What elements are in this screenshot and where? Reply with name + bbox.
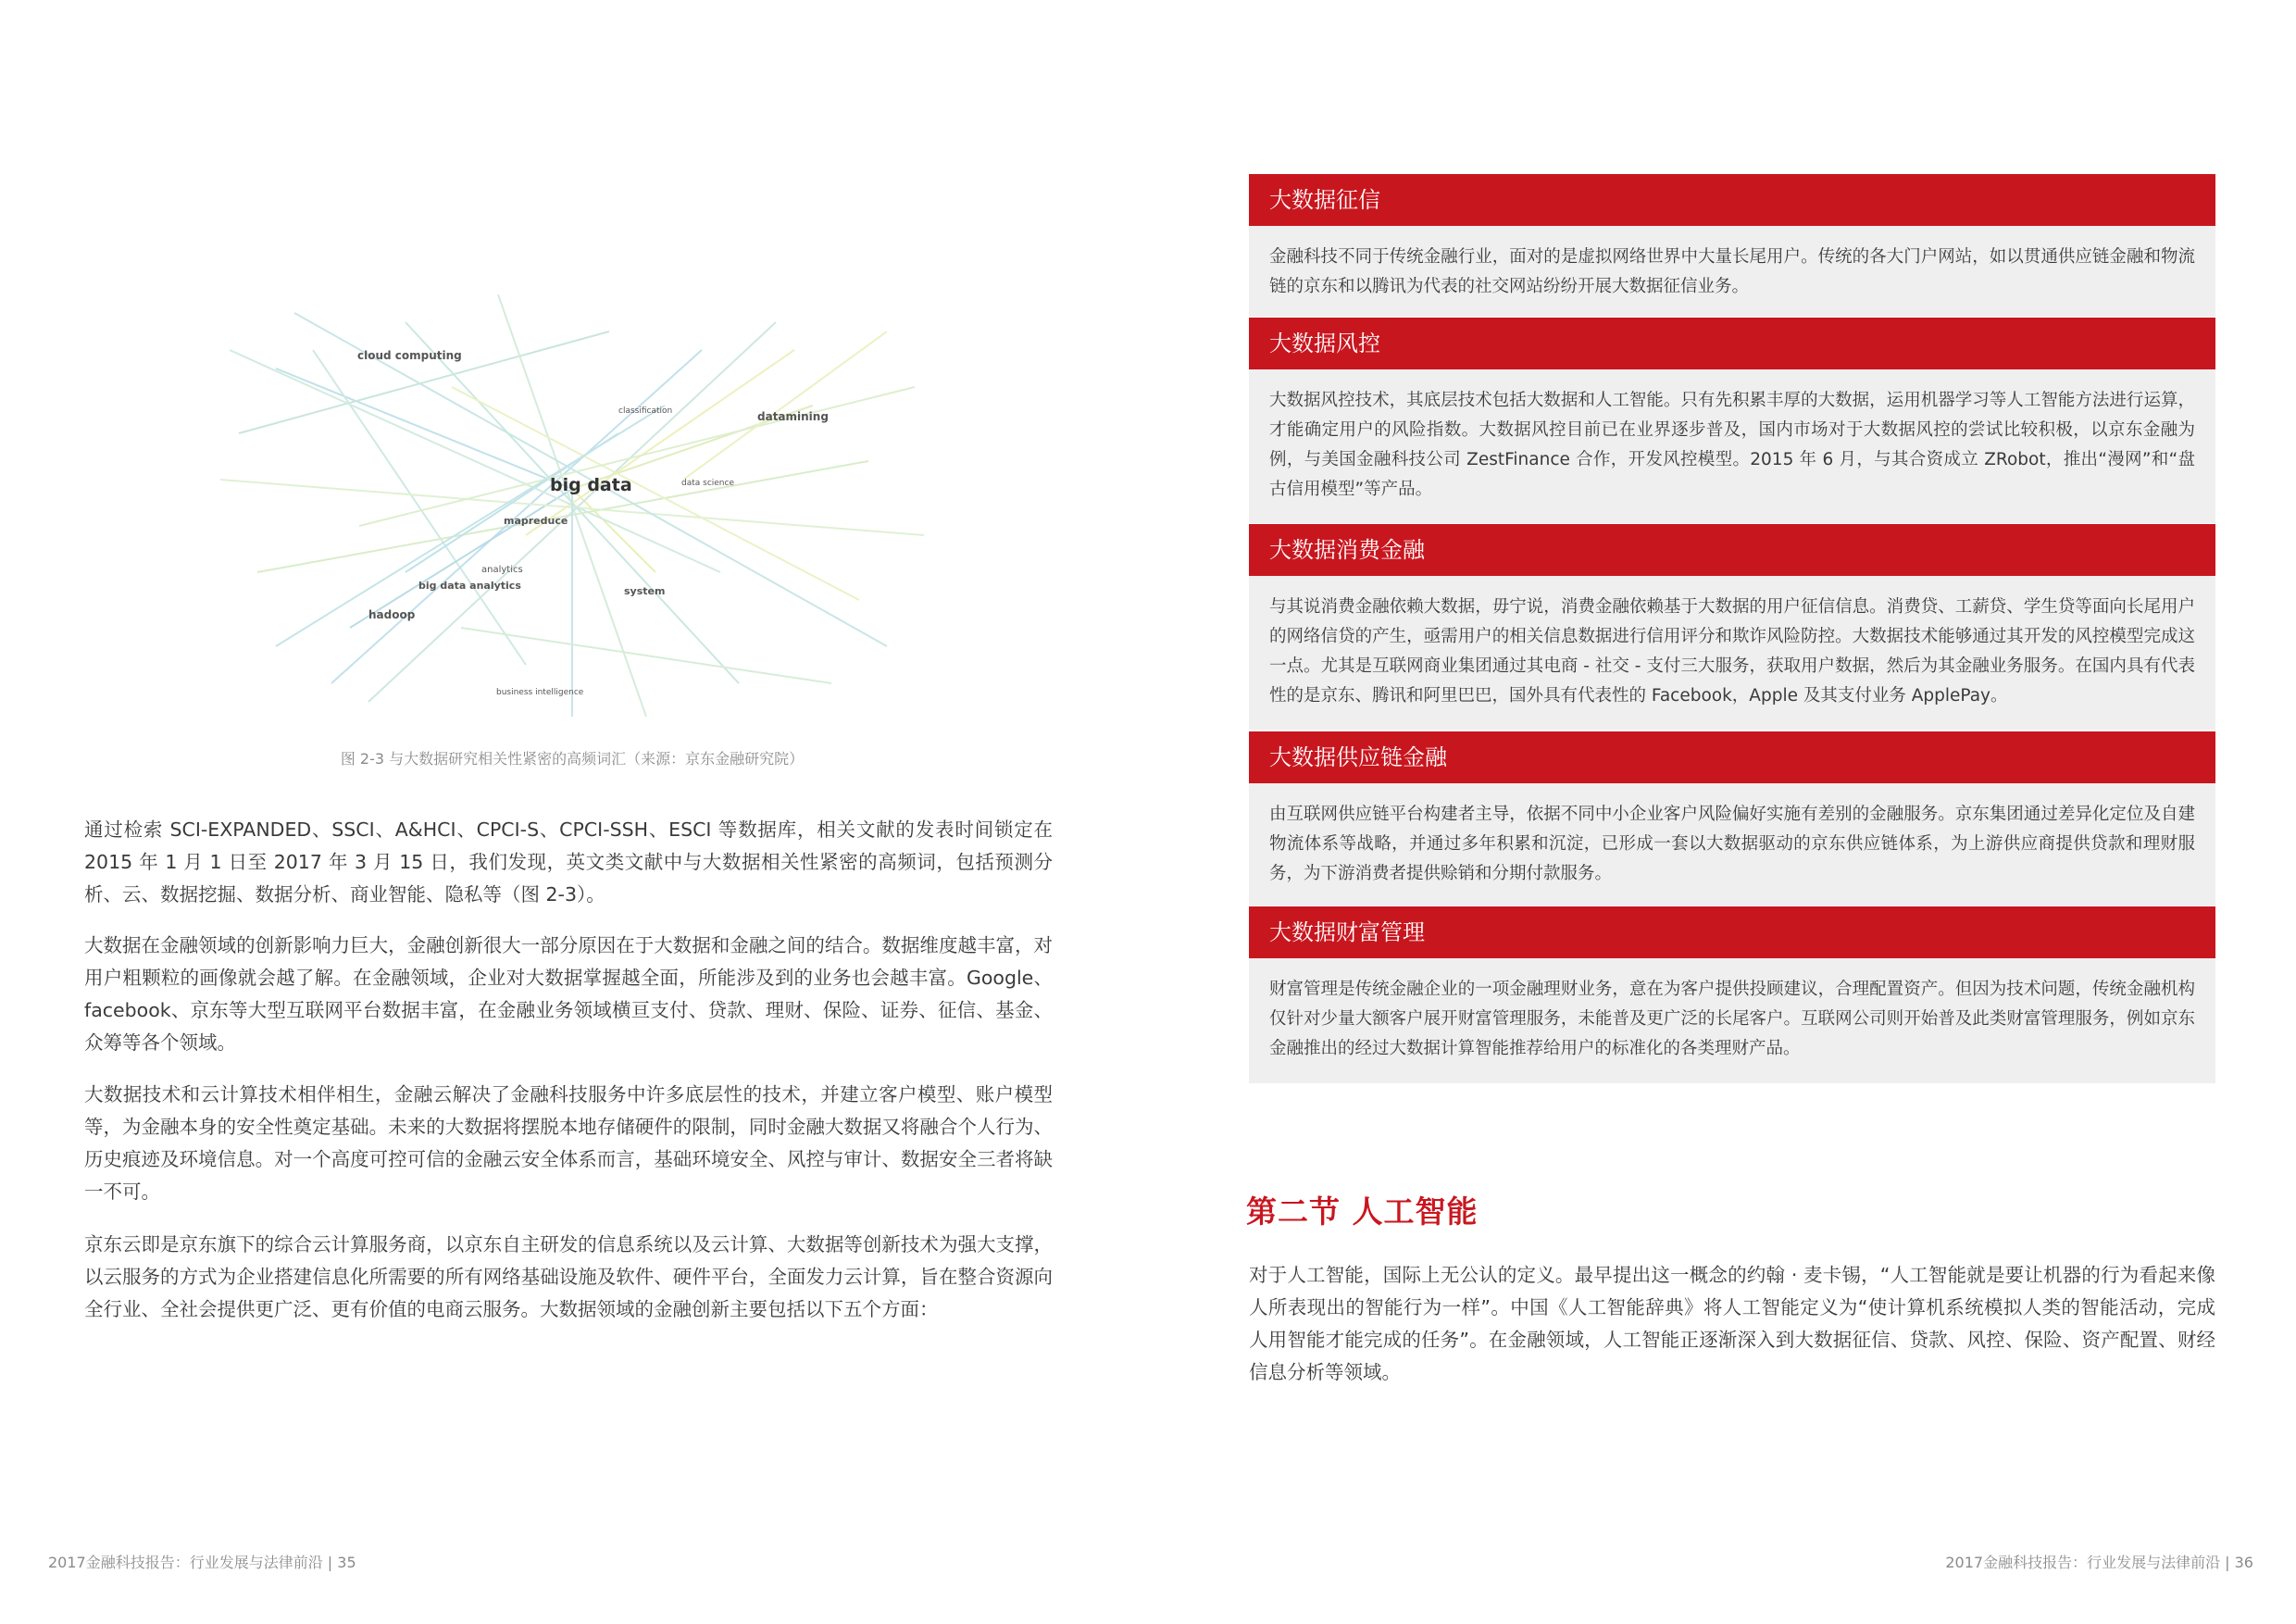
figure-caption: 图 2-3 与大数据研究相关性紧密的高频词汇（来源：京东金融研究院） xyxy=(340,750,805,768)
page-footer-right: 2017金融科技报告：行业发展与法律前沿 | 36 xyxy=(1945,1554,2253,1571)
word-network-image xyxy=(220,294,924,717)
word-mapreduce: mapreduce xyxy=(504,515,568,527)
box-title-supply-chain: 大数据供应链金融 xyxy=(1249,731,2215,783)
box-text-risk-control: 大数据风控技术，其底层技术包括大数据和人工智能。只有先积累丰厚的大数据，运用机器学习等人工智能方法进行运算，才能确定用户的风险指数。大数据风控目前已在业界逐步普及，国内市场对于大数据风控的尝试比较积极，以京东金融为例，与美国金融科技公司 ZestFinance 合作，开发风控模型。2015 年 6 月，与其合资成立 ZRobot，推出“漫网”和“盘古信用模型”等产品。 xyxy=(1249,369,2215,523)
word-data-science: data science xyxy=(681,479,734,488)
paragraph-search-method: 通过检索 SCI-EXPANDED、SSCI、A&HCI、CPCI-S、CPCI-SSH、ESCI 等数据库，相关文献的发表时间锁定在 2015 年 1 月 1 日至 2017 年 3 月 15 日，我们发现，英文类文献中与大数据相关性紧密的高频词，包括预测分析、云、数据挖掘、数据分析、商业智能、隐私等（图 2-3）。 xyxy=(84,818,1053,906)
box-title-wealth-management: 大数据财富管理 xyxy=(1249,906,2215,958)
section-title: 第二节 人工智能 xyxy=(1246,1193,1479,1230)
box-text-wealth-management: 财富管理是传统金融企业的一项金融理财业务，意在为客户提供投顾建议，合理配置资产。但因为技术问题，传统金融机构仅针对少量大额客户展开财富管理服务，未能普及更广泛的长尾客户。互联网公司则开始普及此类财富管理服务，例如京东金融推出的经过大数据计算智能推荐给用户的标准化的各类理财产品。 xyxy=(1249,958,2215,1083)
box-text-credit: 金融科技不同于传统金融行业，面对的是虚拟网络世界中大量长尾用户。传统的各大门户网站，如以贯通供应链金融和物流链的京东和以腾讯为代表的社交网站纷纷开展大数据征信业务。 xyxy=(1249,226,2215,317)
box-title-credit: 大数据征信 xyxy=(1249,174,2215,226)
word-system: system xyxy=(624,585,666,597)
box-text-supply-chain: 由互联网供应链平台构建者主导，依据不同中小企业客户风险偏好实施有差别的金融服务。京东集团通过差异化定位及自建物流体系等战略，并通过多年积累和沉淀，已形成一套以大数据驱动的京东供应链体系，为上游供应商提供贷款和理财服务，为下游消费者提供赊销和分期付款服务。 xyxy=(1249,783,2215,906)
paragraph-jd-cloud: 京东云即是京东旗下的综合云计算服务商，以京东自主研发的信息系统以及云计算、大数据等创新技术为强大支撑，以云服务的方式为企业搭建信息化所需要的所有网络基础设施及软件、硬件平台，全面发力云计算，旨在整合资源向全行业、全社会提供更广泛、更有价值的电商云服务。大数据领域的金融创新主要包括以下五个方面： xyxy=(84,1233,1053,1320)
paragraph-cloud-computing: 大数据技术和云计算技术相伴相生，金融云解决了金融科技服务中许多底层性的技术，并建立客户模型、账户模型等，为金融本身的安全性奠定基础。未来的大数据将摆脱本地存储硬件的限制，同时金融大数据又将融合个人行为、历史痕迹及环境信息。对一个高度可控可信的金融云安全体系而言，基础环境安全、风控与审计、数据安全三者将缺一不可。 xyxy=(84,1083,1053,1203)
word-hadoop: hadoop xyxy=(368,608,416,621)
word-business-intelligence: business intelligence xyxy=(496,688,584,697)
word-classification: classification xyxy=(618,406,673,416)
box-text-consumer-finance: 与其说消费金融依赖大数据，毋宁说，消费金融依赖基于大数据的用户征信信息。消费贷、工薪贷、学生贷等面向长尾用户的网络信贷的产生，亟需用户的相关信息数据进行信用评分和欺诈风险防控。大数据技术能够通过其开发的风控模型完成这一点。尤其是互联网商业集团通过其电商 - 社交 - 支付三大服务，获取用户数据，然后为其金融业务服务。在国内具有代表性的是京东、腾讯和阿里巴巴，国外具有代表性的 Facebook，Apple 及其支付业务 ApplePay。 xyxy=(1249,576,2215,730)
paragraph-big-data-influence: 大数据在金融领域的创新影响力巨大，金融创新很大一部分原因在于大数据和金融之间的结合。数据维度越丰富，对用户粗颗粒的画像就会越了解。在金融领域，企业对大数据掌握越全面，所能涉及到的业务也会越丰富。Google、facebook、京东等大型互联网平台数据丰富，在金融业务领域横亘支付、贷款、理财、保险、证券、征信、基金、众筹等各个领域。 xyxy=(84,934,1053,1054)
word-network-figure xyxy=(220,294,924,717)
box-title-risk-control: 大数据风控 xyxy=(1249,318,2215,369)
word-datamining: datamining xyxy=(757,410,829,423)
word-big-data-analytics: big data analytics xyxy=(418,580,521,592)
word-big-data: big data xyxy=(550,475,632,495)
paragraph-ai-definition: 对于人工智能，国际上无公认的定义。最早提出这一概念的约翰 · 麦卡锡，“人工智能就是要让机器的行为看起来像人所表现出的智能行为一样”。中国《人工智能辞典》将人工智能定义为“使计算机系统模拟人类的智能活动，完成人用智能才能完成的任务”。在金融领域，人工智能正逐渐深入到大数据征信、贷款、风控、保险、资产配置、财经信息分析等领域。 xyxy=(1249,1264,2215,1383)
word-cloud-computing: cloud computing xyxy=(357,349,462,362)
box-title-consumer-finance: 大数据消费金融 xyxy=(1249,524,2215,576)
word-analytics: analytics xyxy=(481,565,523,575)
page-footer-left: 2017金融科技报告：行业发展与法律前沿 | 35 xyxy=(48,1554,356,1571)
